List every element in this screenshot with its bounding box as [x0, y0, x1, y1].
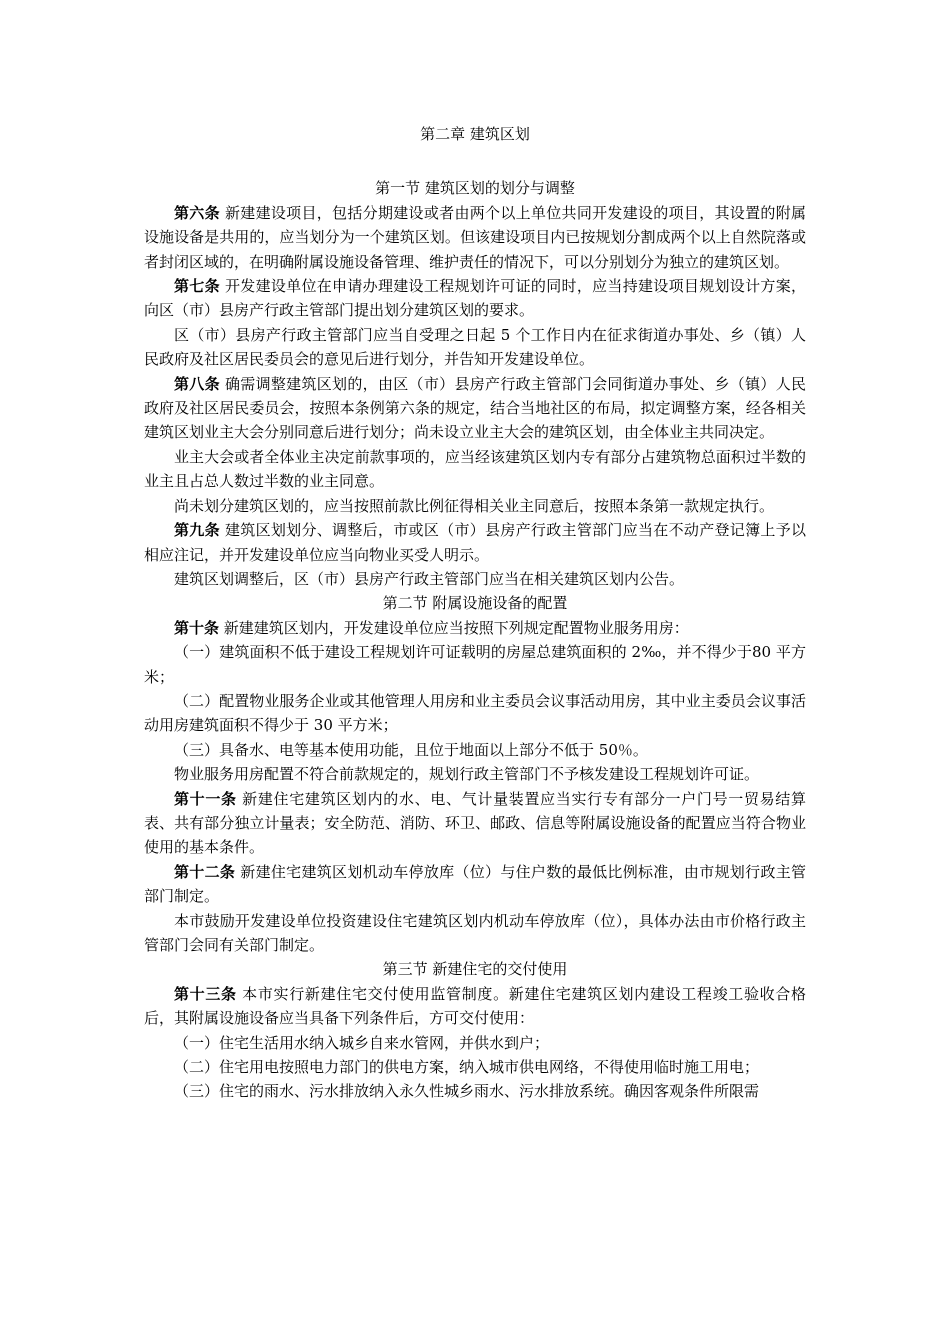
paragraph	[144, 787, 806, 860]
paragraph-text: 业主大会或者全体业主决定前款事项的，应当经该建筑区划内专有部分占建筑物总面积过半数的业主且占总人数过半数的业主同意。	[144, 447, 806, 491]
paragraph-text: 新建住宅建筑区划机动车停放库（位）与住户数的最低比例标准，由市规划行政主管部门制定。	[144, 862, 806, 906]
paragraph	[144, 518, 806, 567]
paragraph-text: 新建建设项目，包括分期建设或者由两个以上单位共同开发建设的项目，其设置的附属设施设备是共用的，应当划分为一个建筑区划。但该建设项目内已按规划分割成两个以上自然院落或者封闭区域的，在明确附属设施设备管理、维护责任的情况下，可以分别划分为独立的建筑区划。	[144, 203, 806, 271]
section-heading: 第一节 建筑区划的划分与调整	[375, 179, 575, 198]
paragraph-text: 确需调整建筑区划的，由区（市）县房产行政主管部门会同街道办事处、乡（镇）人民政府及社区居民委员会，按照本条例第六条的规定，结合当地社区的布局，拟定调整方案，经各相关建筑区划业主大会分别同意后进行划分；尚未设立业主大会的建筑区划，由全体业主共同决定。	[144, 374, 806, 442]
article-number: 第九条	[174, 521, 220, 540]
paragraph	[144, 1079, 806, 1103]
article-number: 第十三条	[174, 984, 237, 1003]
paragraph	[144, 616, 806, 640]
paragraph	[144, 494, 806, 518]
paragraph	[144, 982, 806, 1031]
paragraph-text: 新建住宅建筑区划内的水、电、气计量装置应当实行专有部分一户门号一贸易结算表、共有部分独立计量表；安全防范、消防、环卫、邮政、信息等附属设施设备的配置应当符合物业使用的基本条件。	[144, 789, 806, 857]
paragraph-text: 建筑区划划分、调整后，市或区（市）县房产行政主管部门应当在不动产登记簿上予以相应注记，并开发建设单位应当向物业买受人明示。	[144, 521, 806, 564]
article-number: 第八条	[174, 374, 220, 393]
paragraph-text: 开发建设单位在申请办理建设工程规划许可证的同时，应当持建设项目规划设计方案，向区（市）县房产行政主管部门提出划分建筑区划的要求。	[144, 277, 806, 320]
paragraph	[144, 689, 806, 738]
document-body	[144, 176, 806, 1103]
article-number: 第十条	[174, 618, 220, 637]
paragraph-text: （二）配置物业服务企业或其他管理人用房和业主委员会议事活动用房，其中业主委员会议事活动用房建筑面积不得少于 30 平方米；	[144, 691, 806, 735]
paragraph	[144, 567, 806, 591]
paragraph	[144, 640, 806, 689]
paragraph	[144, 1031, 806, 1055]
paragraph-text: （二）住宅用电按照电力部门的供电方案，纳入城市供电网络，不得使用临时施工用电；	[174, 1058, 760, 1077]
paragraph-text: 建筑区划调整后，区（市）县房产行政主管部门应当在相关建筑区划内公告。	[174, 569, 685, 588]
article-number: 第七条	[174, 277, 220, 296]
article-number: 第十二条	[174, 862, 236, 881]
article-number: 第十一条	[174, 789, 237, 808]
paragraph	[144, 323, 806, 372]
paragraph	[144, 372, 806, 445]
paragraph	[144, 738, 806, 762]
paragraph-text: 尚未划分建筑区划的，应当按照前款比例征得相关业主同意后，按照本条第一款规定执行。	[174, 496, 775, 515]
paragraph	[144, 274, 806, 323]
paragraph-text: 区（市）县房产行政主管部门应当自受理之日起 5 个工作日内在征求街道办事处、乡（镇）人民政府及社区居民委员会的意见后进行划分，并告知开发建设单位。	[144, 325, 806, 369]
section-heading: 第二节 附属设施设备的配置	[382, 594, 568, 613]
article-number: 第六条	[174, 203, 220, 222]
paragraph-text: （三）具备水、电等基本使用功能，且位于地面以上部分不低于 50％。	[174, 740, 648, 759]
paragraph	[144, 860, 806, 909]
chapter-title: 第二章 建筑区划	[420, 125, 530, 143]
section-heading: 第三节 新建住宅的交付使用	[382, 960, 568, 979]
paragraph-text: （一）住宅生活用水纳入城乡自来水管网，并供水到户；	[174, 1033, 550, 1052]
document-page	[144, 118, 806, 1104]
paragraph-text: （三）住宅的雨水、污水排放纳入永久性城乡雨水、污水排放系统。确因客观条件所限需	[174, 1082, 760, 1101]
paragraph	[144, 445, 806, 494]
paragraph-text: 物业服务用房配置不符合前款规定的，规划行政主管部门不予核发建设工程规划许可证。	[174, 765, 760, 784]
paragraph-text: 本市实行新建住宅交付使用监管制度。新建住宅建筑区划内建设工程竣工验收合格后，其附属设施设备应当具备下列条件后，方可交付使用：	[144, 984, 806, 1028]
paragraph	[144, 201, 806, 274]
paragraph-text: 新建建筑区划内，开发建设单位应当按照下列规定配置物业服务用房：	[219, 618, 689, 637]
paragraph-text: 本市鼓励开发建设单位投资建设住宅建筑区划内机动车停放库（位），具体办法由市价格行政主管部门会同有关部门制定。	[144, 911, 806, 954]
paragraph	[144, 762, 806, 786]
paragraph	[144, 1055, 806, 1079]
paragraph	[144, 909, 806, 958]
paragraph-text: （一）建筑面积不低于建设工程规划许可证载明的房屋总建筑面积的 2‰，并不得少于80 平方米；	[144, 643, 806, 686]
